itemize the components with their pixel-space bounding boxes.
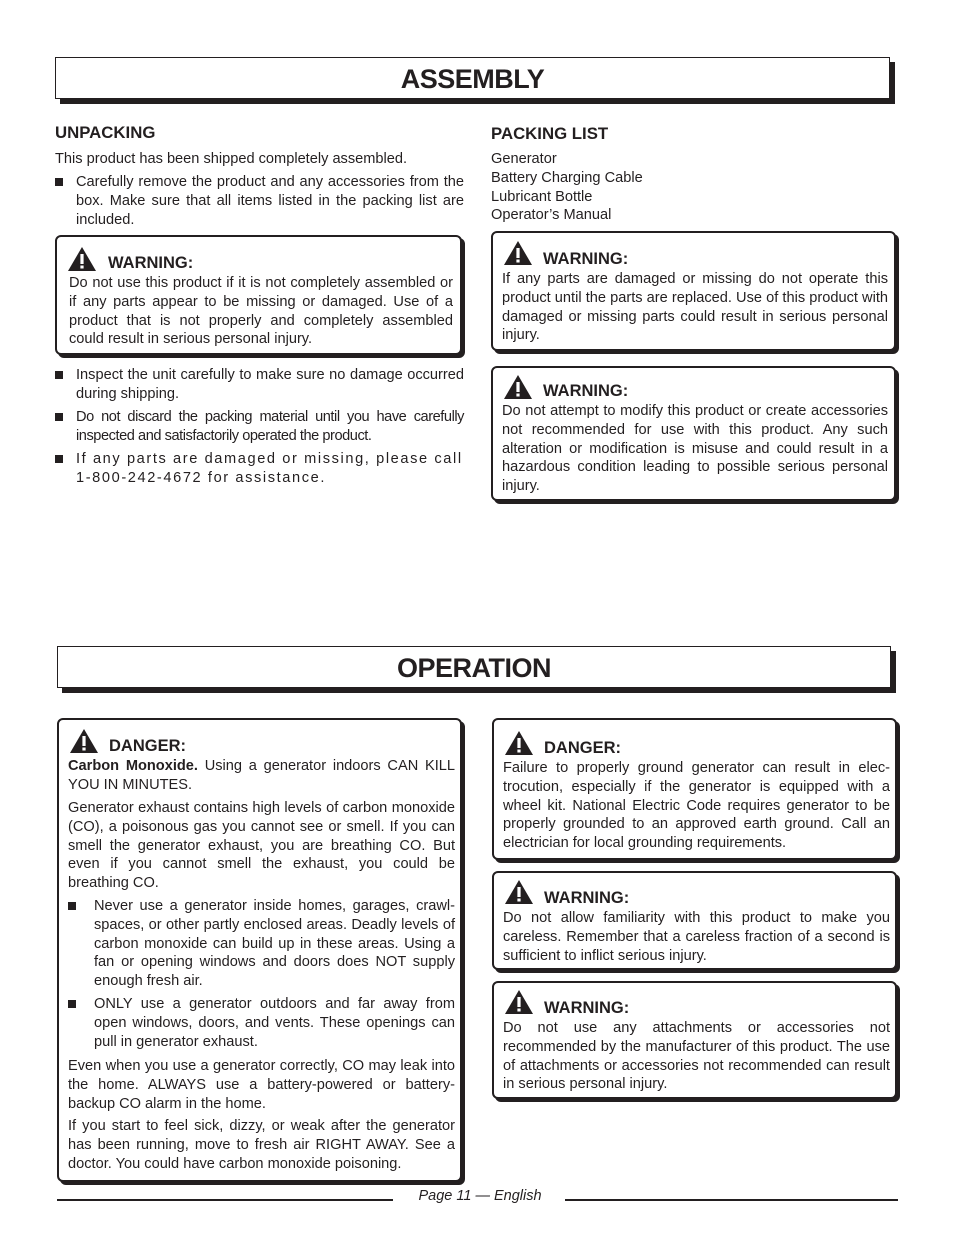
bullet-text: ONLY use a generator outdoors and far away from open windows, doors, and vents. These openings can pull in generator exhaust. bbox=[94, 996, 455, 1050]
packing-list-item: Generator bbox=[491, 151, 557, 167]
unpacking-bullet-3 bbox=[55, 408, 464, 446]
warning-text: Do not use any attachments or accessories not recommended by the manufacturer of this product. The use of attachments or accessories not recommended can result in serious personal injury. bbox=[503, 1020, 890, 1093]
operation-section-title: OPERATION bbox=[57, 646, 891, 688]
unpacking-heading: UNPACKING bbox=[55, 123, 156, 142]
danger-lead-rest: Using a generator indoors CAN KILL YOU IN MINUTES. bbox=[68, 758, 455, 793]
warning-text: Do not allow familiarity with this product to make you careless. Remember that a careless fraction of a second is sufficient to inflict serious injury. bbox=[503, 910, 890, 964]
danger-paragraph-1: Generator exhaust contains high levels of carbon monoxide (CO), a poisonous gas you cannot see or smell. If you can smell the generator exhaust, you are breathing CO. But even if you cannot smell the exhaust, you could be breathing CO. bbox=[68, 800, 455, 892]
danger-text: Failure to properly ground generator can result in electrocution, especially if the generator is equipped with a wheel kit. National Electric Code requires generator to be properly grounded to an approved earth ground. Call an electrician for local grounding requirements. bbox=[503, 760, 890, 852]
bullet-square-icon bbox=[55, 413, 63, 421]
danger-paragraph-3: If you start to feel sick, dizzy, or weak after the generator has been running, move to fresh air RIGHT AWAY. See a doctor. You could have carbon monoxide poisoning. bbox=[68, 1118, 455, 1172]
packing-warning-box-1 bbox=[491, 231, 896, 351]
danger-paragraph-2: Even when you use a generator correctly, CO may leak into the home. ALWAYS use a battery-powered or battery-backup CO alarm in the home. bbox=[68, 1058, 455, 1112]
packing-list-item: Operator’s Manual bbox=[491, 207, 612, 223]
footer-rule-left bbox=[57, 1199, 393, 1201]
familiarity-warning-box bbox=[492, 871, 897, 970]
warning-title: WARNING: bbox=[544, 889, 630, 907]
bullet-text: If any parts are damaged or missing, please call 1-800-242-4672 for assistance. bbox=[76, 451, 463, 486]
bullet-square-icon bbox=[68, 1000, 76, 1008]
danger-lead bbox=[68, 757, 455, 795]
danger-bullet-2 bbox=[68, 995, 455, 1051]
warning-triangle-icon bbox=[504, 989, 534, 1015]
danger-lead-bold: Carbon Monoxide. bbox=[68, 758, 198, 774]
bullet-square-icon bbox=[55, 455, 63, 463]
grounding-danger-box bbox=[492, 718, 897, 860]
bullet-text: Inspect the unit carefully to make sure no damage occurred during shipping. bbox=[76, 367, 464, 402]
page-number: Page 11 — English bbox=[418, 1188, 542, 1204]
bullet-text: Never use a generator inside homes, garages, crawlspaces, or other partly enclosed areas. Deadly levels of carbon monoxide can build up in these areas. Using a fan or opening windows and doors does NOT supply enough fresh air. bbox=[94, 898, 455, 990]
attachments-warning-box bbox=[492, 981, 897, 1099]
footer-rule-right bbox=[565, 1199, 898, 1201]
danger-title: DANGER: bbox=[544, 739, 621, 757]
danger-triangle-icon bbox=[504, 730, 534, 756]
packing-list-item: Battery Charging Cable bbox=[491, 170, 643, 186]
unpacking-bullet-1 bbox=[55, 173, 464, 229]
bullet-square-icon bbox=[55, 371, 63, 379]
bullet-square-icon bbox=[68, 902, 76, 910]
packing-warning-box-2 bbox=[491, 366, 896, 501]
warning-text: Do not use this product if it is not completely assembled or if any parts appear to be missing or damaged. Use of a product that is not properly and completely assembled could result in serious personal injury. bbox=[69, 275, 453, 348]
unpacking-bullet-4 bbox=[55, 450, 464, 488]
warning-text: Do not attempt to modify this product or create accessories not recommended for use with this product. Any such alteration or modification is misuse and could result in a hazardous condition leading to possible serious personal injury. bbox=[502, 403, 888, 495]
warning-title: WARNING: bbox=[544, 999, 630, 1017]
warning-title: WARNING: bbox=[543, 250, 629, 268]
warning-triangle-icon bbox=[67, 246, 97, 272]
bullet-text: Carefully remove the product and any accessories from the box. Make sure that all items listed in the packing list are included. bbox=[76, 174, 464, 228]
danger-bullet-1 bbox=[68, 897, 455, 991]
packing-list-item: Lubricant Bottle bbox=[491, 189, 593, 205]
bullet-square-icon bbox=[55, 178, 63, 186]
warning-triangle-icon bbox=[503, 240, 533, 266]
warning-title: WARNING: bbox=[543, 382, 629, 400]
danger-title: DANGER: bbox=[109, 737, 186, 755]
warning-title: WARNING: bbox=[108, 254, 194, 272]
unpacking-warning-box bbox=[55, 235, 462, 355]
unpacking-intro: This product has been shipped completely assembled. bbox=[55, 151, 408, 167]
packing-list-heading: PACKING LIST bbox=[491, 124, 609, 143]
assembly-section-title: ASSEMBLY bbox=[55, 57, 890, 99]
bullet-text: Do not discard the packing material until you have carefully inspected and satisfactorily operated the product. bbox=[76, 409, 464, 444]
carbon-monoxide-danger-box bbox=[57, 718, 462, 1182]
warning-triangle-icon bbox=[504, 879, 534, 905]
unpacking-bullet-2 bbox=[55, 366, 464, 404]
warning-text: If any parts are damaged or missing do not operate this product until the parts are replaced. Use of this product with damaged or missing parts could result in serious personal injury. bbox=[502, 271, 888, 344]
danger-triangle-icon bbox=[69, 728, 99, 754]
warning-triangle-icon bbox=[503, 374, 533, 400]
